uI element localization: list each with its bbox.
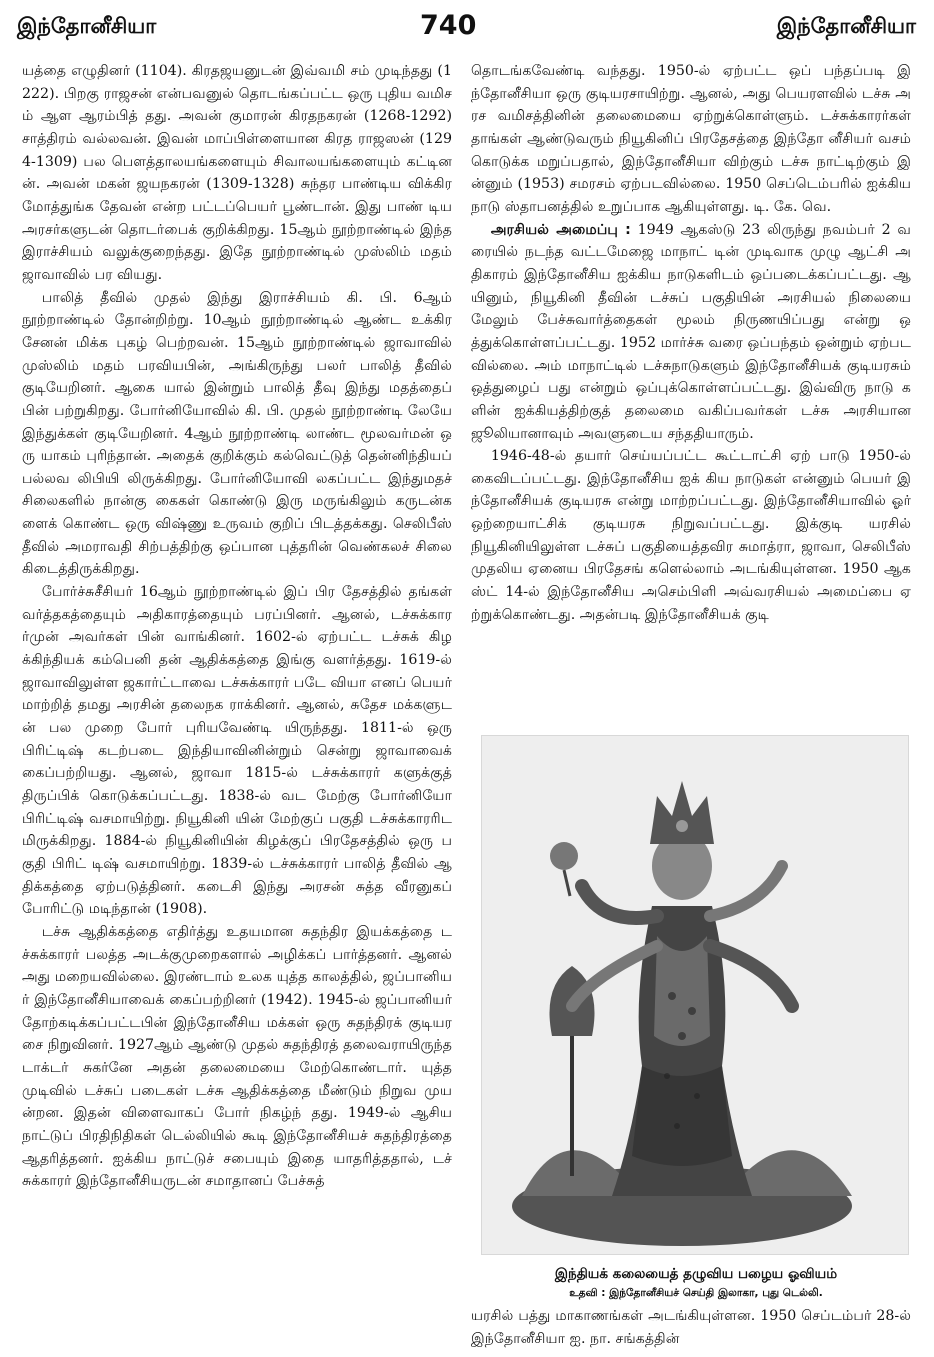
- running-title-right: இந்தோனீசியா: [776, 14, 916, 38]
- caption-title: இந்தியக் கலையைத் தழுவிய பழைய ஓவியம்: [554, 1266, 838, 1282]
- paragraph-text: 1949 ஆகஸ்டு 23 லிருந்து நவம்பர் 2 வரையில் நடந்த வட்டமேஜை மாநாட் டின் முடிவாக முழு ஆட்சி அதிகாரம் இந்தோனீசிய ஐக்கிய நாடுகளிடம் ஒப்படைக்கப்பட்டது. ஆயினும், நியூகினி தீவின் டச்சுப் பகுதியின் அரசியல் நிலையை மேலும் பேச்சுவார்த்தைகள் மூலம் நிருணயிப்பது என்று ஒத்துக்கொள்ளப்பட்டது. 1952 மார்ச்சு வரை ஒப்பந்தம் ஒன்றும் ஏற்படவில்லை. அம் மாநாட்டில் டச்சுநாடுகளும் இந்தோனீசியக் குடியரசும் ஒத்துழைப் பது என்றும் ஒப்புக்கொள்ளப்பட்டது. இவ்விரு நாடு களின் ஐக்கியத்திற்குத் தலைமை வகிப்பவர்கள் டச்சு அரசியான ஜூலியானாவும் அவளுடைய சந்ததியாரும்.: [471, 221, 911, 442]
- figure-painting: [481, 735, 909, 1255]
- caption-credit: உதவி : இந்தோனீசியச் செய்தி இலாகா, புது டெல்லி.: [569, 1287, 823, 1299]
- right-column: [471, 60, 911, 626]
- paragraph: டச்சு ஆதிக்கத்தை எதிர்த்து உதயமான சுதந்திர இயக்கத்தை டச்சுக்காரர் பலத்த அடக்குமுறைகளால் அழிக்கப் பார்த்தனர். ஆனல் அது மறையவில்லை. இரண்டாம் உலக யுத்த காலத்தில், ஜப்பானியர் இந்தோனீசியாவைக் கைப்பற்றினர் (1942). 1945-ல் ஜப்பானியர் தோற்கடிக்கப்பட்டபின் இந்தோனீசிய மக்கள் ஒரு சுதந்திரக் குடியரசை நிறுவினர். 1927ஆம் ஆண்டு முதல் சுதந்திரத் தலைவராயிருந்த டாக்டர் சுகர்னே அதன் தலைமையை மேற்கொண்டார். யுத்த முடிவில் டச்சுப் படைகள் டச்சு ஆதிக்கத்தை மீண்டும் நிறுவ முயன்றன. இதன் விளைவாகப் போர் நிகழ்ந் தது. 1949-ல் ஆசிய நாட்டுப் பிரதிநிதிகள் டெல்லியில் கூடி இந்தோனீசியச் சுதந்திரத்தை ஆதரித்தனர். ஐக்கிய நாட்டுச் சபையும் இதை யாதரித்ததால், டச் சுக்காரர் இந்தோனீசியருடன் சமாதானப் பேச்சுத்: [22, 923, 452, 1190]
- right-column-tail: [471, 1305, 911, 1350]
- paragraph: போர்ச்சுசீசியர் 16ஆம் நூற்றாண்டில் இப் பிர தேசத்தில் தங்கள் வர்த்தகத்தையும் அதிகாரத்தையும் பரப்பினர். ஆனல், டச்சுக்காரர்முன் அவர்கள் பின் வாங்கினர். 1602-ல் ஏற்பட்ட டச்சுக் கிழக்கிந்தியக் கம்பெனி தன் ஆதிக்கத்தை இங்கு வளர்த்தது. 1619-ல் ஜாவாவிலுள்ள ஜகார்ட்டாவை டச்சுக்காரர் படே வியா எனப் பெயர் மாற்றித் தமது அரசின் தலைநக ராக்கினர். ஆனல், சுதேச மக்களுடன் பல முறை போர் புரியவேண்டி யிருந்தது. 1811-ல் ஒரு பிரிட்டிஷ் கடற்படை இந்தியாவினின்றும் சென்று ஜாவாவைக் கைப்பற்றியது. ஆனல், ஜாவா 1815-ல் டச்சுக்காரர் களுக்குத் திருப்பிக் கொடுக்கப்பட்டது. 1838-ல் வட மேற்கு போர்னியோ பிரிட்டிஷ் வசமாயிற்று. நியூகினி யின் மேற்குப் பகுதி டச்சுக்காரரிடமிருக்கிறது. 1884-ல் நியூகினியின் கிழக்குப் பிரதேசத்தில் ஒரு பகுதி பிரிட் டிஷ் வசமாயிற்று. 1839-ல் டச்சுக்காரர் பாலித் தீவில் ஆதிக்கத்தை ஏற்படுத்தினர். கடைசி இந்து அரசன் சுத்த வீரனுகப் போரிட்டு மடிந்தான் (1908).: [22, 584, 452, 918]
- page-header: [0, 0, 934, 48]
- section-paragraph: [471, 219, 911, 446]
- paragraph: தொடங்கவேண்டி வந்தது. 1950-ல் ஏற்பட்ட ஒப் பந்தப்படி இந்தோனீசியா ஒரு குடியரசாயிற்று. ஆனல், அது பெயரளவில் டச்சு அரச வமிசத்தினின் தலைமையை ஏற்றுக்கொள்ளும். டச்சுக்காரர்கள் தாங்கள் ஆண்டுவரும் நியூகினிப் பிரதேசத்தை இந்தோ னீசியர் வசம் கொடுக்க மறுப்பதால், இந்தோனீசியா விற்கும் டச்சு நாட்டிற்கும் இன்னும் (1953) சமரசம் ஏற்படவில்லை. 1950 செப்டெம்பரில் ஐக்கிய நாடு ஸ்தாபனத்தில் உறுப்பாக ஆகியுள்ளது. டி. கே. வெ.: [471, 63, 911, 215]
- paragraph: யத்தை எழுதினர் (1104). கிரதஜயனுடன் இவ்வமி சம் முடிந்தது (1222). பிறகு ராஜசன் என்பவனுல் தொடங்கப்பட்ட ஒரு புதிய வமிசம் ஆள ஆரம்பித் தது. அவன் குமாரன் கிரதநகரன் (1268-1292) சாத்திரம் வல்லவன். இவன் மாப்பிள்ளையான கிரத ராஜஸன் (1294-1309) பல பௌத்தாலயங்களையும் சிவாலயங்களையும் கட்டினன். அவன் மகன் ஜயநகரன் (1309-1328) சுந்தர பாண்டிய விக்கிரமோத்துங்க தேவன் என்ற பட்டப்பெயர் பூண்டான். இது பாண் டிய அரசர்களுடன் தொடர்பைக் குறிக்கிறது. 15ஆம் நூற்றாண்டில் இந்த இராச்சியம் வலுக்குறைந்தது. இதே நூற்றாண்டில் முஸ்லிம் மதம் ஜாவாவில் பர வியது.: [22, 63, 452, 283]
- running-title-left: இந்தோனீசியா: [17, 14, 157, 38]
- paragraph: 1946-48-ல் தயார் செய்யப்பட்ட கூட்டாட்சி ஏற் பாடு 1950-ல் கைவிடப்பட்டது. இந்தோனீசிய ஐக் கிய நாடுகள் என்னும் பெயர் இந்தோனீசியக் குடியரசு என்று மாற்றப்பட்டது. இந்தோனீசியாவில் ஓர் ஒற்றையாட்சிக் குடியரசு நிறுவப்பட்டது. இக்குடி யரசில் நியூகினியிலுள்ள டச்சுப் பகுதியைத்தவிர சுமாத்ரா, ஜாவா, செலிபீஸ் முதலிய ஏனைய பிரதேசங் களெல்லாம் அடங்கியுள்ளன. 1950 ஆகஸ்ட் 14-ல் இந்தோனீசிய அசெம்பிளி அவ்வரசியல் அமைப்பை ஏற்றுக்கொண்டது. அதன்படி இந்தோனீசியக் குடி: [471, 448, 911, 623]
- page-number: 740: [420, 10, 477, 41]
- left-column: [22, 60, 452, 1193]
- figure-caption: [471, 1264, 921, 1302]
- paragraph: பாலித் தீவில் முதல் இந்து இராச்சியம் கி. பி. 6ஆம் நூற்றாண்டில் தோன்றிற்று. 10ஆம் நூற்றாண்டில் ஆண்ட உக்கிரசேனன் மிக்க புகழ் பெற்றவன். 15ஆம் நூற்றாண்டில் ஜாவாவில் முஸ்லிம் மதம் பரவியபின், அங்கிருந்து பலர் பாலித் தீவில் குடியேறினர். ஆகை யால் இன்றும் பாலித் தீவு இந்து மதத்தைப் பின் பற்றுகிறது. போர்னியோவில் கி. பி. முதல் நூற்றாண்டி லேயே இந்துக்கள் குடியேறினர். 4ஆம் நூற்றாண்டி லாண்ட மூலவர்மன் ஒரு யாகம் புரிந்தான். அதைக் குறிக்கும் கல்வெட்டுத் தென்னிந்தியப் பல்லவ லிபியி லிருக்கிறது. போர்னியோவி லகப்பட்ட இந்துமதச் சிலைகளில் நான்கு கைகள் கொண்டு இரு மருங்கிலும் கருடன்களைக் கொண்ட ஒரு விஷ்ணு உருவம் குறிப் பிடத்தக்கது. செலிபீஸ் தீவில் அமராவதி சிற்பத்திற்கு ஒப்பான புத்தரின் வெண்கலச் சிலை கிடைத்திருக்கிறது.: [22, 289, 452, 578]
- section-heading: அரசியல் அமைப்பு :: [490, 221, 631, 238]
- paragraph: யரசில் பத்து மாகாணங்கள் அடங்கியுள்ளன. 1950 செப்டம்பர் 28-ல் இந்தோனீசியா ஐ. நா. சங்கத்தின்: [471, 1308, 911, 1347]
- deity-painting-illustration: [482, 736, 908, 1254]
